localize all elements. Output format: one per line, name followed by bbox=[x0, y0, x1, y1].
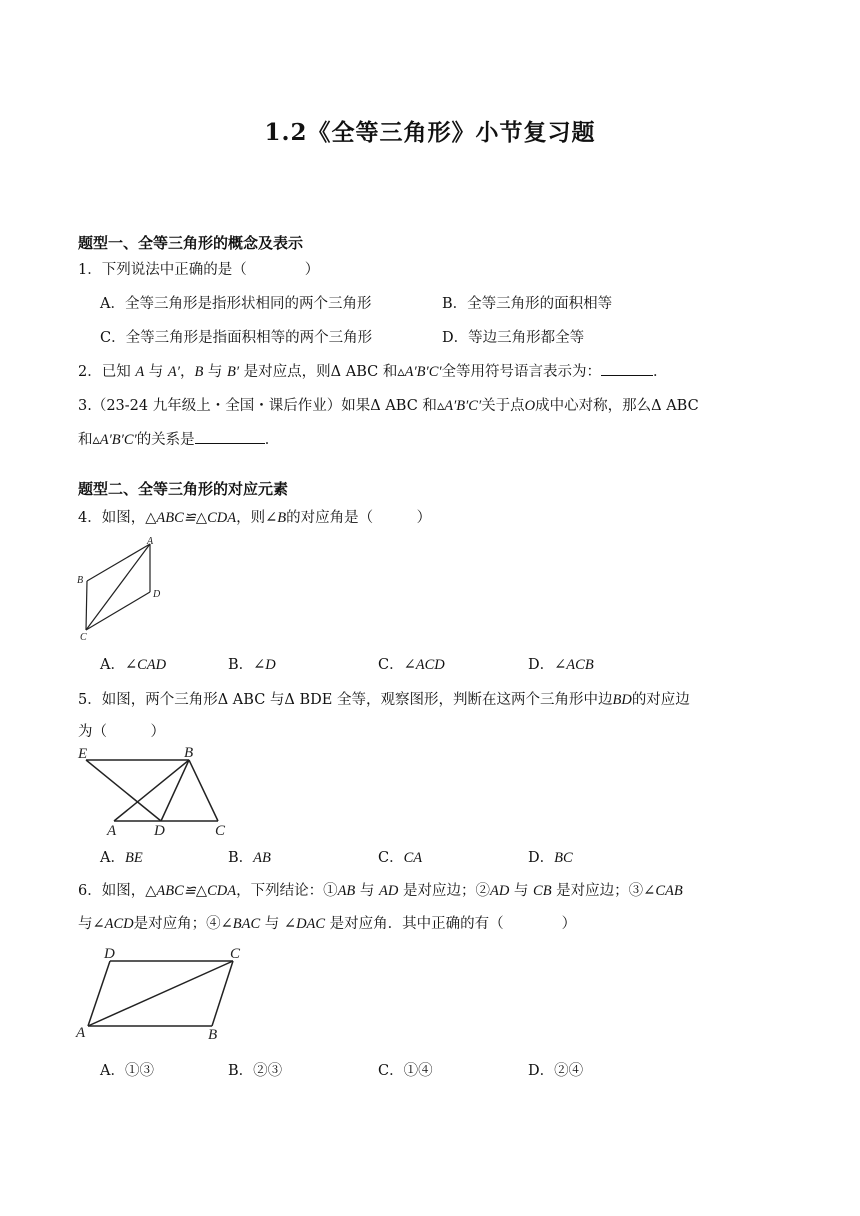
q2-answer-blank[interactable] bbox=[601, 361, 653, 376]
q6-seg-ab: AB bbox=[337, 883, 356, 899]
q5-label-b: B bbox=[184, 745, 194, 761]
q4-segment-cd bbox=[86, 592, 150, 630]
q5-line-2: 为（ ） bbox=[78, 724, 165, 740]
q4-option-a-letter: A． bbox=[100, 657, 125, 673]
q6-figure bbox=[72, 940, 252, 1044]
q1-option-b[interactable]: B．全等三角形的面积相等 bbox=[442, 296, 613, 312]
q4-segment-ab bbox=[87, 544, 150, 581]
q6-option-d[interactable]: D．②④ bbox=[528, 1063, 584, 1079]
q6-seg-cb: CB bbox=[533, 883, 552, 899]
q6-congruence: △ABC≌△CDA bbox=[145, 883, 237, 899]
q5-option-b[interactable] bbox=[228, 846, 271, 867]
q4-option-d-letter: D． bbox=[528, 657, 555, 673]
q2-point-b-prime: B′ bbox=[227, 364, 240, 380]
q4-segment-bc bbox=[86, 581, 87, 630]
q5-option-b-text: AB bbox=[253, 850, 271, 866]
q3-triangle-prime-2: ▵A′B′C′ bbox=[92, 432, 137, 448]
q5-option-c[interactable] bbox=[378, 846, 422, 867]
q5-option-c-text: CA bbox=[403, 850, 423, 866]
q6-text-7: 与 bbox=[78, 916, 93, 932]
q6-seg-ad: AD bbox=[379, 883, 399, 899]
q6-text-9: 与 bbox=[260, 916, 284, 932]
q5-line-1 bbox=[78, 688, 690, 709]
q6-label-b: B bbox=[208, 1027, 218, 1043]
q1-option-a[interactable]: A．全等三角形是指形状相同的两个三角形 bbox=[100, 296, 372, 312]
q3-text-4: 和 bbox=[78, 432, 93, 448]
q5-text-2: 的对应边 bbox=[631, 692, 690, 708]
q5-segment-ba bbox=[114, 760, 189, 821]
q5-option-d-letter: D． bbox=[528, 850, 555, 866]
q3-text-5: 的关系是 bbox=[136, 432, 195, 448]
q6-line-2 bbox=[78, 912, 576, 933]
q3-text-3: 成中心对称，那么Δ ABC bbox=[535, 398, 699, 414]
q6-option-b[interactable]: B．②③ bbox=[228, 1063, 283, 1079]
q6-seg-ad-2: AD bbox=[489, 883, 510, 899]
q4-option-b-letter: B． bbox=[228, 657, 254, 673]
q6-option-a[interactable]: A．①③ bbox=[100, 1063, 154, 1079]
q4-stem bbox=[78, 506, 431, 527]
q4-figure bbox=[72, 536, 172, 642]
q4-segment-ac bbox=[86, 544, 150, 630]
section-heading-2: 题型二、全等三角形的对应元素 bbox=[78, 480, 289, 498]
q4-option-d[interactable] bbox=[528, 653, 594, 674]
q6-text-5: 与 bbox=[509, 883, 534, 899]
q3-line-1 bbox=[78, 394, 699, 415]
q2-point-b: B bbox=[194, 364, 204, 380]
q4-text-3: 的对应角是（ ） bbox=[286, 510, 432, 526]
q4-option-a-text: ∠CAD bbox=[124, 657, 167, 673]
q2-text-5: 是对应点，则Δ ABC 和 bbox=[239, 364, 398, 380]
q6-label-c: C bbox=[230, 946, 241, 962]
q3-text-2: 关于点 bbox=[481, 398, 525, 414]
q4-option-c[interactable] bbox=[378, 653, 445, 674]
q5-figure bbox=[74, 742, 244, 838]
q4-congruence: △ABC≌△CDA bbox=[145, 510, 237, 526]
q4-option-a[interactable] bbox=[100, 653, 166, 674]
q2-text-4: 与 bbox=[203, 364, 228, 380]
q6-label-d: D bbox=[104, 946, 115, 962]
q3-point-o: O bbox=[524, 398, 536, 414]
q2-text-end: ． bbox=[653, 364, 668, 380]
q5-option-d[interactable] bbox=[528, 846, 573, 867]
q4-label-d: D bbox=[153, 589, 161, 600]
q3-answer-blank[interactable] bbox=[195, 429, 265, 444]
q2-text-6: 全等用符号语言表示为： bbox=[441, 364, 602, 380]
page-title: 1.2《全等三角形》小节复习题 bbox=[264, 119, 596, 146]
q6-text-8: 是对应角；④ bbox=[133, 916, 221, 932]
q3-triangle-prime: ▵A′B′C′ bbox=[436, 398, 482, 414]
q2-triangle-prime: ▵A′B′C′ bbox=[397, 364, 442, 380]
q5-segment-bd-text: BD bbox=[612, 692, 632, 708]
q6-text-3: 与 bbox=[355, 883, 380, 899]
q5-option-a-letter: A． bbox=[100, 850, 125, 866]
q2-text-2: 与 bbox=[144, 364, 168, 380]
q4-label-a: A bbox=[147, 536, 154, 547]
q3-line-2 bbox=[78, 428, 279, 449]
q4-label-b: B bbox=[77, 575, 84, 586]
q3-text-end: ． bbox=[264, 432, 280, 448]
q6-angle-bac: ∠BAC bbox=[220, 916, 261, 932]
q4-option-c-letter: C． bbox=[378, 657, 404, 673]
q2-text-1: 2．已知 bbox=[78, 364, 136, 380]
q6-angle-acd: ∠ACD bbox=[92, 916, 134, 932]
q6-segment-ac bbox=[88, 961, 233, 1026]
q6-angle-cab: ∠CAB bbox=[643, 883, 683, 899]
q5-label-d: D bbox=[154, 823, 165, 838]
q1-option-c[interactable]: C．全等三角形是指面积相等的两个三角形 bbox=[100, 330, 373, 346]
q6-angle-dac: ∠DAC bbox=[283, 916, 326, 932]
q6-text-1: 6．如图， bbox=[78, 883, 146, 899]
q5-option-a-text: BE bbox=[124, 850, 143, 866]
q5-text-1: 5．如图，两个三角形Δ ABC 与Δ BDE 全等，观察图形，判断在这两个三角形中边 bbox=[78, 692, 613, 708]
q4-angle-b: ∠B bbox=[265, 510, 287, 526]
q6-segment-ad bbox=[88, 961, 110, 1026]
q1-option-d[interactable]: D．等边三角形都全等 bbox=[442, 330, 585, 346]
q4-text-2: ，则 bbox=[236, 510, 266, 526]
q6-segment-cb bbox=[212, 961, 233, 1026]
q2-line bbox=[78, 360, 668, 381]
q5-option-d-text: BC bbox=[554, 850, 573, 866]
q4-option-d-text: ∠ACB bbox=[554, 657, 594, 673]
section-heading-1: 题型一、全等三角形的概念及表示 bbox=[78, 234, 304, 252]
q4-option-b-text: ∠D bbox=[253, 657, 276, 673]
q6-text-10: 是对应角．其中正确的有（ ） bbox=[325, 916, 577, 932]
q6-text-6: 是对应边；③ bbox=[551, 883, 644, 899]
q4-label-c: C bbox=[80, 632, 87, 642]
q6-text-2: ，下列结论：① bbox=[236, 883, 338, 899]
q6-text-4: 是对应边；② bbox=[398, 883, 490, 899]
q5-option-b-letter: B． bbox=[228, 850, 254, 866]
q4-text-1: 4．如图， bbox=[78, 510, 146, 526]
q5-segment-bd bbox=[161, 760, 189, 821]
q2-text-3: ， bbox=[179, 364, 195, 380]
q5-label-e: E bbox=[78, 746, 88, 762]
q5-segment-bc bbox=[189, 760, 218, 821]
q5-segment-ed bbox=[86, 760, 161, 821]
q6-label-a: A bbox=[76, 1025, 86, 1041]
q6-line-1 bbox=[78, 879, 683, 900]
q3-text-1: 3.（23-24 九年级上・全国・课后作业）如果Δ ABC 和 bbox=[78, 398, 437, 414]
q6-option-c[interactable]: C．①④ bbox=[378, 1063, 433, 1079]
q1-stem: 1．下列说法中正确的是（ ） bbox=[78, 262, 320, 278]
q4-option-c-text: ∠ACD bbox=[403, 657, 445, 673]
q5-option-c-letter: C． bbox=[378, 850, 404, 866]
q2-point-a-prime: A′ bbox=[167, 364, 180, 380]
q5-option-a[interactable] bbox=[100, 846, 143, 867]
q5-label-c: C bbox=[215, 823, 226, 838]
q2-point-a: A bbox=[135, 364, 145, 380]
q4-option-b[interactable] bbox=[228, 653, 276, 674]
q5-label-a: A bbox=[107, 823, 117, 838]
